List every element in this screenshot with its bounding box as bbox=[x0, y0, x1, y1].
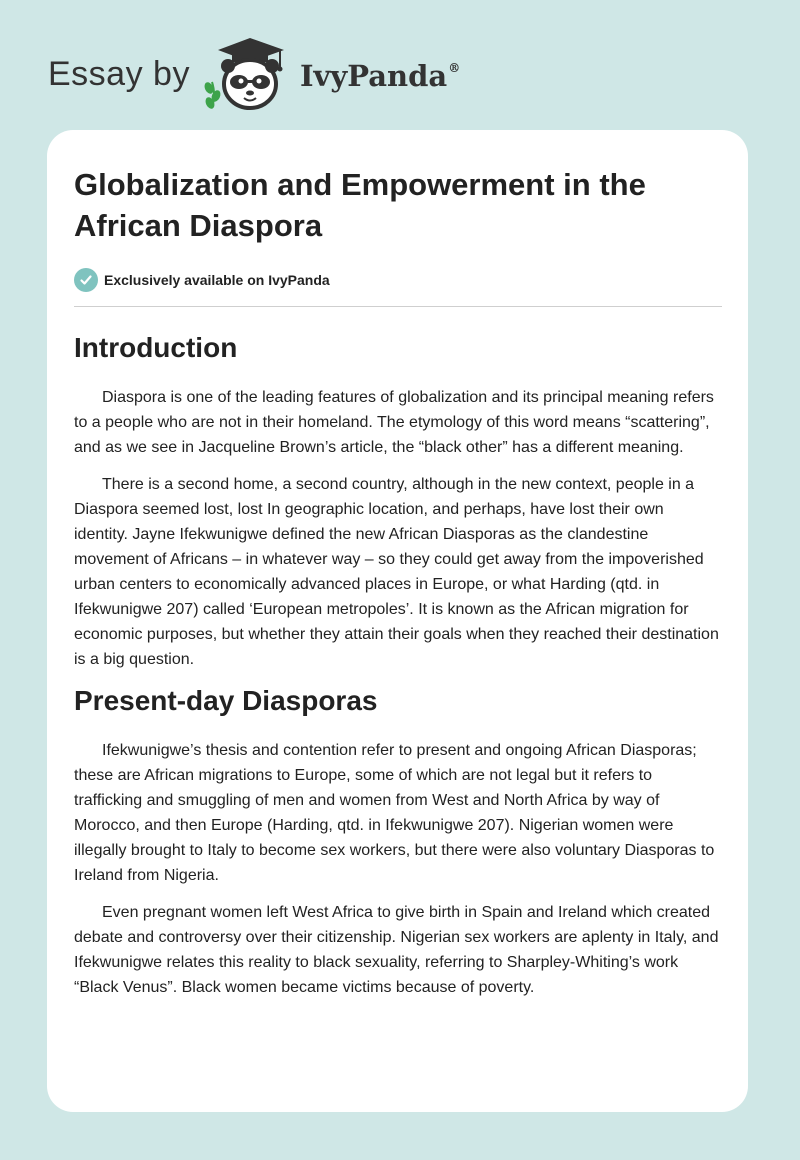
paragraph: Ifekwunigwe’s thesis and contention refer to present and ongoing African Diasporas; these are African migrations to Europe, some of which are not legal but it refers to trafficking and smuggling of men and women from West and North Africa by way of Morocco, and then Europe (Harding, qtd. in Ifekwunigwe 207). Nigerian women were illegally brought to Italy to become sex workers, but there were also voluntary Diasporas to Ireland from Nigeria. bbox=[74, 742, 715, 884]
panda-graduate-icon[interactable] bbox=[204, 36, 296, 112]
brand-text: IvyPanda bbox=[299, 59, 448, 93]
essay-by-label: Essay by bbox=[48, 54, 190, 93]
article-card bbox=[47, 130, 748, 1112]
exclusive-badge bbox=[74, 268, 722, 292]
brand-name[interactable] bbox=[300, 59, 460, 93]
title-divider bbox=[74, 306, 722, 307]
paragraph: Even pregnant women left West Africa to give birth in Spain and Ireland which created debate and controversy over their citizenship. Nigerian sex workers are aplenty in Italy, and Ifekwunigwe relates this reality to black sexuality, referring to Sharpley-Whiting’s work “Black Venus”. Black women became victims because of poverty. bbox=[74, 904, 719, 996]
section-heading-introduction: Introduction bbox=[74, 332, 238, 363]
site-header bbox=[48, 36, 460, 112]
paragraph: There is a second home, a second country, although in the new context, people in a Diaspora seemed lost, lost In geographic location, and perhaps, have lost their own identity. Jayne Ifekwunigwe defined the new African Diasporas as the clandestine movement of Africans – in whatever way – so they could get away from the impoverished urban centers to economically advanced places in Europe, or what Harding (qtd. in Ifekwunigwe 207) called ‘European metropoles’. It is known as the African migration for economic purposes, but whether they attain their goals when they reached their destination is a big question. bbox=[74, 476, 719, 668]
paragraph: Diaspora is one of the leading features of globalization and its principal meaning refers to a people who are not in their homeland. The etymology of this word means “scattering”, and as we see in Jacqueline Brown’s article, the “black other” has a different meaning. bbox=[74, 389, 714, 456]
section-heading-present-day-diasporas: Present-day Diasporas bbox=[74, 685, 378, 716]
exclusive-badge-text: Exclusively available on IvyPanda bbox=[104, 272, 330, 288]
article-title: Globalization and Empowerment in the African Diaspora bbox=[74, 167, 646, 243]
registered-mark: ® bbox=[448, 61, 461, 75]
check-circle-icon bbox=[74, 268, 98, 292]
